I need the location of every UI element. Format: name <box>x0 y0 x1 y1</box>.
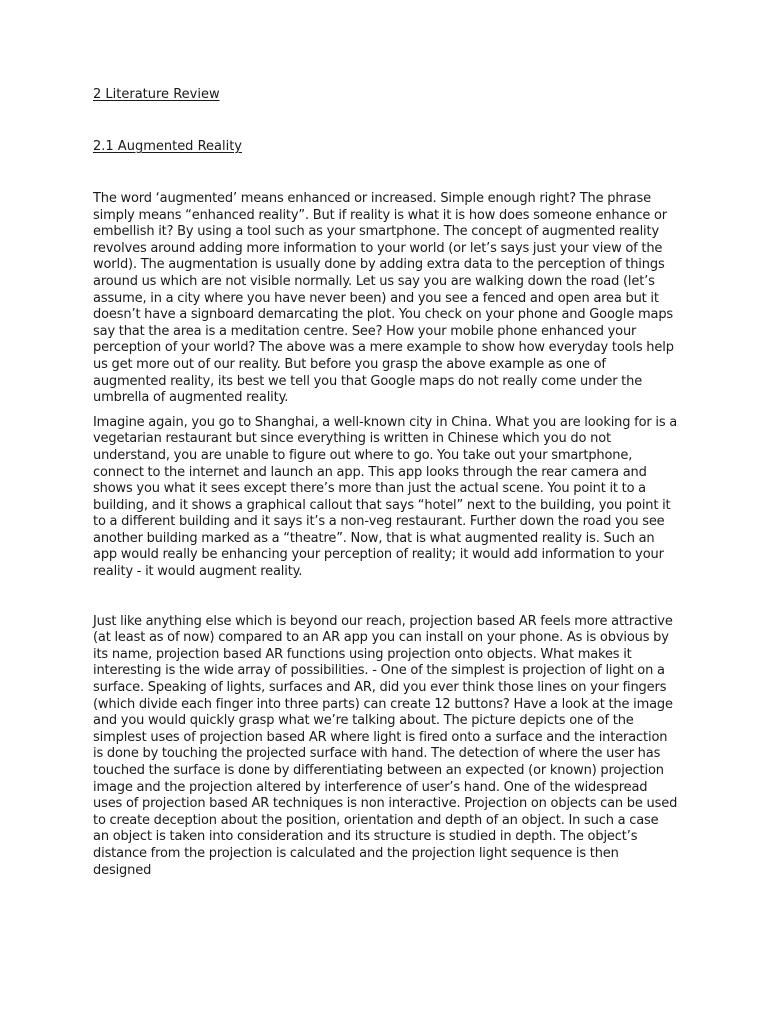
chapter-heading: 2 Literature Review <box>93 87 220 102</box>
paragraph-1: The word ‘augmented’ means enhanced or increased. Simple enough right? The phrase simply means “enhanced reality”. But if reality is what it is how does someone enhance or embellish it? By using a tool such as your smartphone. The concept of augmented reality revolves around adding more information to your world (or let’s says just your view of the world). The augmentation is usually done by adding extra data to the perception of things around us which are not visible normally. Let us say you are walking down the road (let’s assume, in a city where you have never been) and you see a fenced and open area but it doesn’t have a signboard demarcating the plot. You check on your phone and Google maps say that the area is a meditation centre. See? How your mobile phone enhanced your perception of your world? The above was a mere example to show how everyday tools help us get more out of our reality. But before you grasp the above example as one of augmented reality, its best we tell you that Google maps do not really come under the umbrella of augmented reality. <box>93 191 674 406</box>
section-heading: 2.1 Augmented Reality <box>93 139 242 154</box>
paragraph-2: Imagine again, you go to Shanghai, a well-known city in China. What you are looking for is a vegetarian restaurant but since everything is written in Chinese which you do not understand, you are unable to figure out where to go. You take out your smartphone, connect to the internet and launch an app. This app looks through the rear camera and shows you what it sees except there’s more than just the actual scene. You point it to a building, and it shows a graphical callout that says “hotel” next to the building, you point it to a different building and it says it’s a non-veg restaurant. Further down the road you see another building marked as a “theatre”. Now, that is what augmented reality is. Such an app would really be enhancing your perception of reality; it would add information to your reality - it would augment reality. <box>93 414 678 580</box>
paragraph-3: Just like anything else which is beyond our reach, projection based AR feels more attractive (at least as of now) compared to an AR app you can install on your phone. As is obvious by its name, projection based AR functions using projection onto objects. What makes it interesting is the wide array of possibilities. - One of the simplest is projection of light on a surface. Speaking of lights, surfaces and AR, did you ever think those lines on your fingers (which divide each finger into three parts) can create 12 buttons? Have a look at the image and you would quickly grasp what we’re talking about. The picture depicts one of the simplest uses of projection based AR where light is fired onto a surface and the interaction is done by touching the projected surface with hand. The detection of where the user has touched the surface is done by differentiating between an expected (or known) projection image and the projection altered by interference of user’s hand. One of the widespread uses of projection based AR techniques is non interactive. Projection on objects can be used to create deception about the position, orientation and depth of an object. In such a case an object is taken into consideration and its structure is studied in depth. The object’s distance from the projection is calculated and the projection light sequence is then designed <box>93 613 678 878</box>
document-page <box>93 86 678 879</box>
